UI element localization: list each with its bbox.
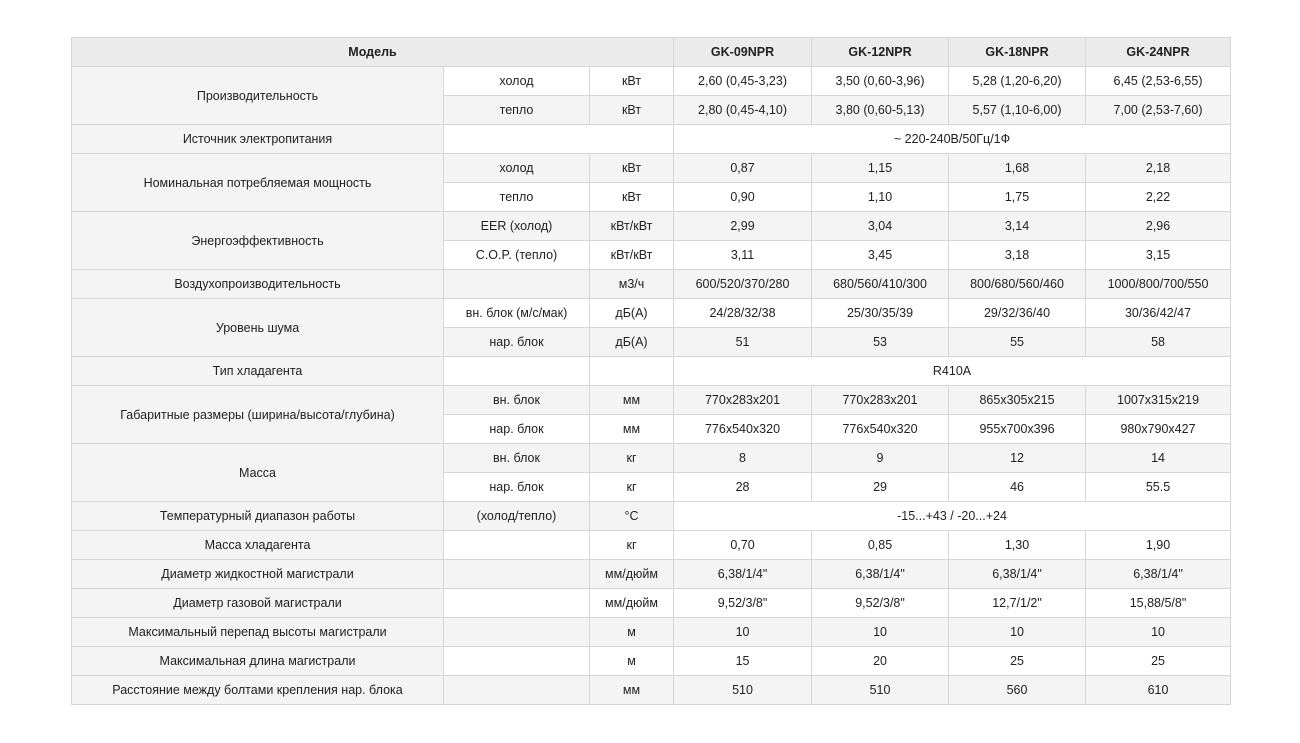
cell-value: 12,7/1/2" xyxy=(949,589,1086,618)
row-unit: мм xyxy=(590,415,674,444)
row-label: Производительность xyxy=(72,67,444,125)
row-unit: кВт xyxy=(590,183,674,212)
cell-value: 28 xyxy=(674,473,812,502)
cell-value: 10 xyxy=(1086,618,1231,647)
cell-value: 6,38/1/4" xyxy=(1086,560,1231,589)
row-unit: кг xyxy=(590,531,674,560)
row-sublabel: вн. блок (м/с/мак) xyxy=(444,299,590,328)
row-unit: м xyxy=(590,618,674,647)
row-label: Максимальная длина магистрали xyxy=(72,647,444,676)
cell-value: 55 xyxy=(949,328,1086,357)
table-row xyxy=(72,618,1231,647)
cell-value: 15,88/5/8" xyxy=(1086,589,1231,618)
row-unit: мм/дюйм xyxy=(590,589,674,618)
row-unit: кВт/кВт xyxy=(590,241,674,270)
row-sublabel: тепло xyxy=(444,183,590,212)
cell-value: 10 xyxy=(674,618,812,647)
row-label: Масса xyxy=(72,444,444,502)
cell-value: 29 xyxy=(812,473,949,502)
table-row xyxy=(72,357,1231,386)
table-row xyxy=(72,444,1231,473)
cell-value: 29/32/36/40 xyxy=(949,299,1086,328)
cell-value: 776x540x320 xyxy=(674,415,812,444)
cell-value: 510 xyxy=(674,676,812,705)
row-unit: кВт xyxy=(590,67,674,96)
cell-value: 800/680/560/460 xyxy=(949,270,1086,299)
cell-value: 865x305x215 xyxy=(949,386,1086,415)
cell-value: 510 xyxy=(812,676,949,705)
cell-value: 3,50 (0,60-3,96) xyxy=(812,67,949,96)
spec-table xyxy=(71,37,1231,705)
cell-value: 9,52/3/8" xyxy=(674,589,812,618)
cell-value: 30/36/42/47 xyxy=(1086,299,1231,328)
empty-cell xyxy=(444,647,590,676)
table-row xyxy=(72,212,1231,241)
model-name: GK-24NPR xyxy=(1086,38,1231,67)
row-sublabel: тепло xyxy=(444,96,590,125)
table-row xyxy=(72,270,1231,299)
cell-value: 20 xyxy=(812,647,949,676)
table-row xyxy=(72,67,1231,96)
cell-value: 1,68 xyxy=(949,154,1086,183)
empty-cell xyxy=(444,125,674,154)
row-unit: кВт xyxy=(590,96,674,125)
cell-value: 2,96 xyxy=(1086,212,1231,241)
cell-value: 3,80 (0,60-5,13) xyxy=(812,96,949,125)
table-row xyxy=(72,589,1231,618)
cell-value: 3,45 xyxy=(812,241,949,270)
empty-cell xyxy=(444,270,590,299)
cell-value: 2,18 xyxy=(1086,154,1231,183)
row-sublabel: холод xyxy=(444,154,590,183)
empty-cell xyxy=(444,618,590,647)
cell-value: 53 xyxy=(812,328,949,357)
cell-value: 0,70 xyxy=(674,531,812,560)
row-unit: м3/ч xyxy=(590,270,674,299)
cell-value: 24/28/32/38 xyxy=(674,299,812,328)
cell-value: 7,00 (2,53-7,60) xyxy=(1086,96,1231,125)
table-row xyxy=(72,154,1231,183)
row-label: Энергоэффективность xyxy=(72,212,444,270)
cell-value: 8 xyxy=(674,444,812,473)
row-unit: мм xyxy=(590,386,674,415)
cell-value: 6,38/1/4" xyxy=(949,560,1086,589)
row-unit: кВт xyxy=(590,154,674,183)
table-row xyxy=(72,502,1231,531)
cell-value: 680/560/410/300 xyxy=(812,270,949,299)
cell-value: 58 xyxy=(1086,328,1231,357)
cell-value: 0,87 xyxy=(674,154,812,183)
cell-value: 3,14 xyxy=(949,212,1086,241)
row-label: Габаритные размеры (ширина/высота/глубина) xyxy=(72,386,444,444)
row-label: Расстояние между болтами крепления нар. блока xyxy=(72,676,444,705)
cell-value: 15 xyxy=(674,647,812,676)
row-sublabel: холод xyxy=(444,67,590,96)
cell-value: 25 xyxy=(949,647,1086,676)
row-sublabel: EER (холод) xyxy=(444,212,590,241)
cell-value: 770x283x201 xyxy=(674,386,812,415)
row-label: Источник электропитания xyxy=(72,125,444,154)
row-label: Максимальный перепад высоты магистрали xyxy=(72,618,444,647)
row-unit: дБ(А) xyxy=(590,328,674,357)
cell-value: 2,22 xyxy=(1086,183,1231,212)
cell-value: 560 xyxy=(949,676,1086,705)
table-row xyxy=(72,647,1231,676)
cell-value: 6,38/1/4" xyxy=(812,560,949,589)
row-unit: мм/дюйм xyxy=(590,560,674,589)
cell-value: 3,04 xyxy=(812,212,949,241)
header-row xyxy=(72,38,1231,67)
row-unit: кг xyxy=(590,444,674,473)
cell-value: 10 xyxy=(812,618,949,647)
row-label: Температурный диапазон работы xyxy=(72,502,444,531)
cell-value: 2,60 (0,45-3,23) xyxy=(674,67,812,96)
cell-value: 1,15 xyxy=(812,154,949,183)
cell-value: 1000/800/700/550 xyxy=(1086,270,1231,299)
empty-cell xyxy=(590,357,674,386)
empty-cell xyxy=(444,357,590,386)
table-row xyxy=(72,125,1231,154)
row-unit: °C xyxy=(590,502,674,531)
row-label: Диаметр жидкостной магистрали xyxy=(72,560,444,589)
cell-value: 25/30/35/39 xyxy=(812,299,949,328)
row-label: Масса хладагента xyxy=(72,531,444,560)
cell-value: 9 xyxy=(812,444,949,473)
cell-value: 955x700x396 xyxy=(949,415,1086,444)
cell-value: 610 xyxy=(1086,676,1231,705)
cell-value-span: ~ 220-240В/50Гц/1Ф xyxy=(674,125,1231,154)
cell-value: 51 xyxy=(674,328,812,357)
cell-value: 3,18 xyxy=(949,241,1086,270)
model-name: GK-18NPR xyxy=(949,38,1086,67)
model-name: GK-09NPR xyxy=(674,38,812,67)
table-row xyxy=(72,299,1231,328)
row-label: Номинальная потребляемая мощность xyxy=(72,154,444,212)
cell-value: 770x283x201 xyxy=(812,386,949,415)
cell-value: 3,15 xyxy=(1086,241,1231,270)
cell-value: 1007x315x219 xyxy=(1086,386,1231,415)
row-sublabel: вн. блок xyxy=(444,386,590,415)
row-sublabel: нар. блок xyxy=(444,328,590,357)
row-unit: мм xyxy=(590,676,674,705)
cell-value: 776x540x320 xyxy=(812,415,949,444)
cell-value: 14 xyxy=(1086,444,1231,473)
cell-value: 0,85 xyxy=(812,531,949,560)
cell-value: 6,45 (2,53-6,55) xyxy=(1086,67,1231,96)
empty-cell xyxy=(444,676,590,705)
cell-value: 2,99 xyxy=(674,212,812,241)
model-label: Модель xyxy=(72,38,674,67)
row-sublabel: (холод/тепло) xyxy=(444,502,590,531)
row-label: Диаметр газовой магистрали xyxy=(72,589,444,618)
cell-value: 25 xyxy=(1086,647,1231,676)
empty-cell xyxy=(444,560,590,589)
cell-value: 9,52/3/8" xyxy=(812,589,949,618)
row-sublabel: вн. блок xyxy=(444,444,590,473)
model-name: GK-12NPR xyxy=(812,38,949,67)
cell-value: 2,80 (0,45-4,10) xyxy=(674,96,812,125)
table-row xyxy=(72,386,1231,415)
table-row xyxy=(72,676,1231,705)
cell-value: 980x790x427 xyxy=(1086,415,1231,444)
cell-value: 3,11 xyxy=(674,241,812,270)
empty-cell xyxy=(444,589,590,618)
row-unit: кВт/кВт xyxy=(590,212,674,241)
cell-value: 1,10 xyxy=(812,183,949,212)
cell-value-span: -15...+43 / -20...+24 xyxy=(674,502,1231,531)
cell-value: 600/520/370/280 xyxy=(674,270,812,299)
row-sublabel: C.O.P. (тепло) xyxy=(444,241,590,270)
row-unit: м xyxy=(590,647,674,676)
cell-value: 1,75 xyxy=(949,183,1086,212)
cell-value: 0,90 xyxy=(674,183,812,212)
row-sublabel: нар. блок xyxy=(444,473,590,502)
cell-value: 5,28 (1,20-6,20) xyxy=(949,67,1086,96)
empty-cell xyxy=(444,531,590,560)
row-unit: кг xyxy=(590,473,674,502)
cell-value: 5,57 (1,10-6,00) xyxy=(949,96,1086,125)
cell-value: 1,90 xyxy=(1086,531,1231,560)
cell-value: 1,30 xyxy=(949,531,1086,560)
cell-value: 55.5 xyxy=(1086,473,1231,502)
cell-value: 6,38/1/4" xyxy=(674,560,812,589)
table-row xyxy=(72,560,1231,589)
cell-value-span: R410A xyxy=(674,357,1231,386)
row-label: Уровень шума xyxy=(72,299,444,357)
cell-value: 10 xyxy=(949,618,1086,647)
row-label: Воздухопроизводительность xyxy=(72,270,444,299)
row-label: Тип хладагента xyxy=(72,357,444,386)
cell-value: 12 xyxy=(949,444,1086,473)
table-row xyxy=(72,531,1231,560)
row-sublabel: нар. блок xyxy=(444,415,590,444)
row-unit: дБ(А) xyxy=(590,299,674,328)
cell-value: 46 xyxy=(949,473,1086,502)
